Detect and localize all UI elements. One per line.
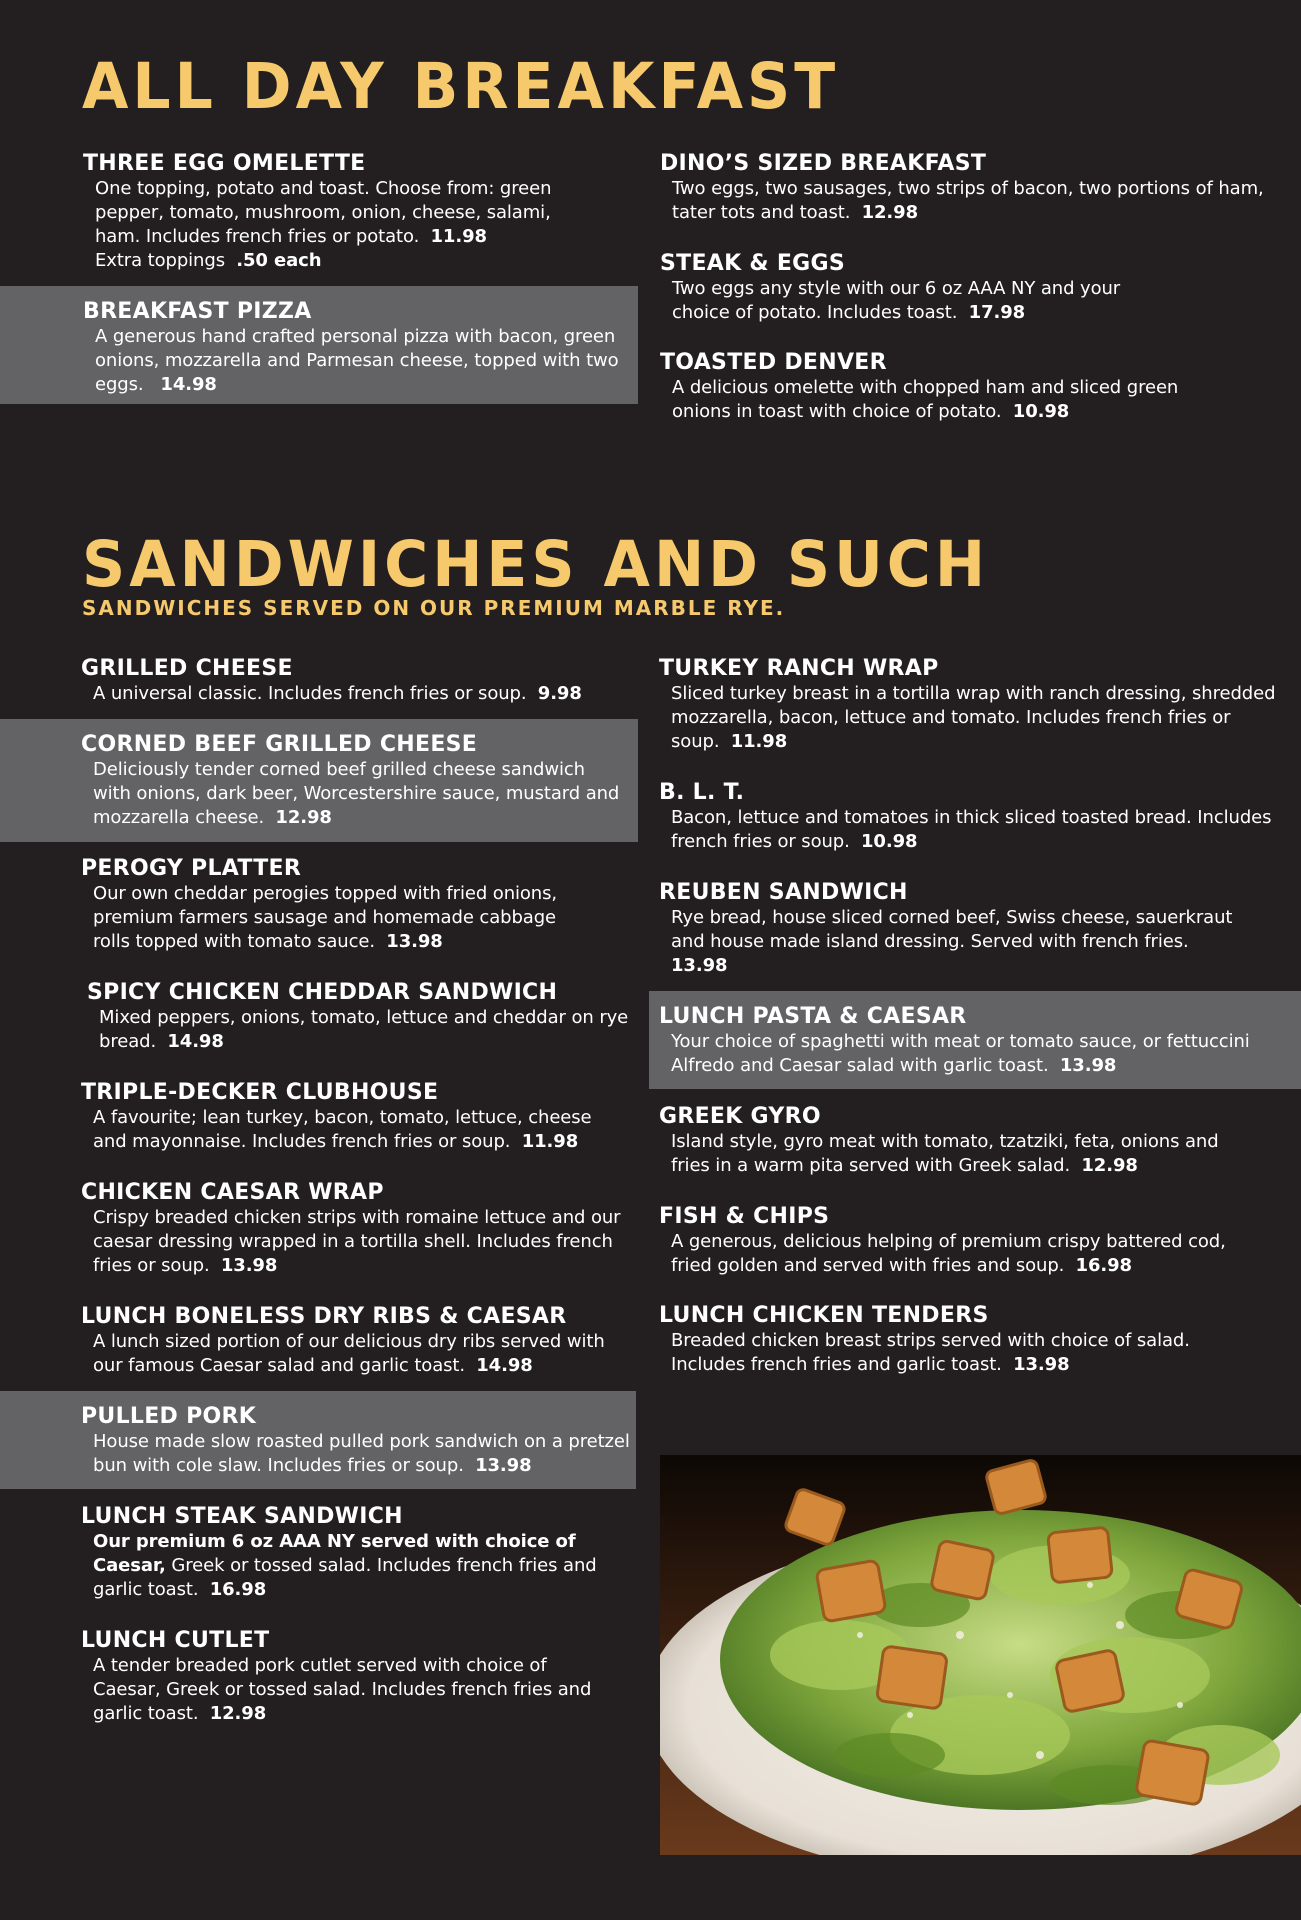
item-desc-text: House made slow roasted pulled pork sandwich on a pretzel bun with cole slaw. Includes fries or soup. xyxy=(93,1431,630,1476)
item-desc-text: A tender breaded pork cutlet served with choice of Caesar, Greek or tossed salad. Includes french fries and garlic toast. xyxy=(93,1655,592,1724)
item-description xyxy=(671,806,1276,854)
sandwiches-subtitle: SANDWICHES SERVED ON OUR PREMIUM MARBLE RYE. xyxy=(82,596,786,620)
item-description xyxy=(93,1106,623,1154)
item-name: GREEK GYRO xyxy=(659,1104,821,1129)
item-name: FISH & CHIPS xyxy=(659,1204,830,1229)
item-description xyxy=(93,1330,623,1378)
item-name: THREE EGG OMELETTE xyxy=(83,151,366,176)
item-desc-text: Bacon, lettuce and tomatoes in thick sliced toasted bread. Includes french fries or soup. xyxy=(671,807,1272,852)
menu-item xyxy=(83,150,633,273)
item-price: 13.98 xyxy=(1013,1354,1070,1375)
item-name: TRIPLE-DECKER CLUBHOUSE xyxy=(81,1080,439,1105)
item-desc-text: Sliced turkey breast in a tortilla wrap with ranch dressing, shredded mozzarella, bacon, lettuce and tomato. Includes french fries or soup. xyxy=(671,683,1276,752)
item-description xyxy=(93,758,623,830)
menu-item xyxy=(659,655,1289,754)
item-desc-text: Two eggs any style with our 6 oz AAA NY and your choice of potato. Includes toast. xyxy=(672,278,1121,323)
item-description xyxy=(671,682,1276,754)
item-price: 9.98 xyxy=(537,683,582,704)
menu-item xyxy=(81,1403,641,1478)
menu-item xyxy=(659,779,1289,854)
menu-item xyxy=(87,979,647,1054)
item-name: LUNCH CUTLET xyxy=(81,1628,270,1653)
menu-item xyxy=(660,349,1290,424)
item-price: 16.98 xyxy=(209,1579,267,1600)
item-price: 13.98 xyxy=(1059,1055,1117,1076)
item-price: 11.98 xyxy=(430,226,487,247)
item-description xyxy=(671,1130,1251,1178)
item-price: 12.98 xyxy=(861,202,919,223)
item-name: BREAKFAST PIZZA xyxy=(83,299,312,324)
item-description xyxy=(93,682,641,706)
item-price: 13.98 xyxy=(220,1255,278,1276)
menu-item xyxy=(81,1627,641,1726)
item-description xyxy=(671,906,1251,978)
menu-item xyxy=(83,298,633,397)
menu-item xyxy=(81,1303,641,1378)
menu-item xyxy=(81,855,641,954)
menu-item xyxy=(660,150,1290,225)
item-description xyxy=(93,882,593,954)
item-description xyxy=(672,277,1182,325)
item-desc-text: A universal classic. Includes french fries or soup. xyxy=(93,683,527,704)
item-name: STEAK & EGGS xyxy=(660,251,846,276)
item-name: DINO’S SIZED BREAKFAST xyxy=(660,151,987,176)
item-name: LUNCH STEAK SANDWICH xyxy=(81,1504,403,1529)
menu-item xyxy=(659,1203,1289,1278)
item-desc-text: Greek or tossed salad. Includes french fries and garlic toast. xyxy=(93,1555,597,1600)
item-price: 17.98 xyxy=(968,302,1026,323)
menu-item xyxy=(81,1179,641,1278)
item-desc-text: Island style, gyro meat with tomato, tzatziki, feta, onions and fries in a warm pita served with Greek salad. xyxy=(671,1131,1219,1176)
item-desc-text: Two eggs, two sausages, two strips of bacon, two portions of ham, tater tots and toast. xyxy=(672,178,1264,223)
item-name: LUNCH CHICKEN TENDERS xyxy=(659,1303,989,1328)
sandwiches-title: SANDWICHES AND SUCH xyxy=(82,528,990,602)
item-desc-text: A generous, delicious helping of premium crispy battered cod, fried golden and served with fries and soup. xyxy=(671,1231,1226,1276)
item-price: 14.98 xyxy=(160,374,217,395)
item-price: 10.98 xyxy=(1012,401,1070,422)
item-name: LUNCH PASTA & CAESAR xyxy=(659,1004,967,1029)
menu-item xyxy=(659,1003,1289,1078)
item-price: 16.98 xyxy=(1075,1255,1132,1276)
salad-illustration xyxy=(660,1455,1301,1855)
menu-item xyxy=(659,1302,1289,1377)
item-name: PULLED PORK xyxy=(81,1404,257,1429)
menu-item xyxy=(81,731,641,830)
item-description xyxy=(93,1654,593,1726)
item-description xyxy=(93,1530,638,1602)
extra-price: .50 each xyxy=(236,250,322,271)
item-name: GRILLED CHEESE xyxy=(81,656,293,681)
item-price: 12.98 xyxy=(1081,1155,1138,1176)
item-name: TOASTED DENVER xyxy=(660,350,887,375)
item-name: REUBEN SANDWICH xyxy=(659,880,908,905)
item-price: 13.98 xyxy=(671,955,728,976)
item-desc-text: Crispy breaded chicken strips with romaine lettuce and our caesar dressing wrapped in a tortilla shell. Includes french fries or soup. xyxy=(93,1207,621,1276)
item-desc-bold: Our premium 6 oz AAA NY served with choice of Caesar, xyxy=(93,1531,576,1576)
menu-item xyxy=(81,655,641,706)
item-desc-text: A generous hand crafted personal pizza with bacon, green onions, mozzarella and Parmesan cheese, topped with two eggs. xyxy=(95,326,619,395)
item-description xyxy=(95,325,635,397)
item-name: CHICKEN CAESAR WRAP xyxy=(81,1180,384,1205)
item-desc-text: A favourite; lean turkey, bacon, tomato, lettuce, cheese and mayonnaise. Includes french fries or soup. xyxy=(93,1107,592,1152)
menu-item xyxy=(81,1079,641,1154)
item-name: PEROGY PLATTER xyxy=(81,856,302,881)
breakfast-title: ALL DAY BREAKFAST xyxy=(82,50,840,124)
item-price: 10.98 xyxy=(861,831,918,852)
menu-item xyxy=(659,879,1289,978)
item-price: 13.98 xyxy=(386,931,443,952)
item-desc-text: Mixed peppers, onions, tomato, lettuce and cheddar on rye bread. xyxy=(99,1007,629,1052)
item-desc-text: One topping, potato and toast. Choose from: green pepper, tomato, mushroom, onion, cheese, salami, ham. Includes french fries or potato. xyxy=(95,178,552,247)
caesar-salad-photo xyxy=(660,1455,1301,1855)
menu-item xyxy=(659,1103,1289,1178)
item-price: 14.98 xyxy=(167,1031,224,1052)
item-price: 14.98 xyxy=(476,1355,533,1376)
item-price: 12.98 xyxy=(209,1703,267,1724)
item-price: 12.98 xyxy=(275,807,332,828)
item-desc-text: Our own cheddar perogies topped with fried onions, premium farmers sausage and homemade cabbage rolls topped with tomato sauce. xyxy=(93,883,558,952)
extra-label: Extra toppings xyxy=(95,250,225,271)
item-desc-text: A lunch sized portion of our delicious dry ribs served with our famous Caesar salad and garlic toast. xyxy=(93,1331,605,1376)
item-price: 11.98 xyxy=(730,731,788,752)
item-name: LUNCH BONELESS DRY RIBS & CAESAR xyxy=(81,1304,567,1329)
item-desc-text: Breaded chicken breast strips served with choice of salad. Includes french fries and garlic toast. xyxy=(671,1330,1190,1375)
item-name: B. L. T. xyxy=(659,780,745,805)
item-description xyxy=(671,1030,1276,1078)
item-description xyxy=(671,1230,1251,1278)
item-description xyxy=(93,1430,638,1478)
menu-item xyxy=(660,250,1290,325)
item-description xyxy=(95,177,565,273)
item-desc-text: Rye bread, house sliced corned beef, Swiss cheese, sauerkraut and house made island dressing. Served with french fries. xyxy=(671,907,1233,952)
item-name: CORNED BEEF GRILLED CHEESE xyxy=(81,732,478,757)
item-desc-text: Deliciously tender corned beef grilled cheese sandwich with onions, dark beer, Worcestershire sauce, mustard and mozzarella cheese. xyxy=(93,759,620,828)
item-price: 13.98 xyxy=(475,1455,532,1476)
item-name: TURKEY RANCH WRAP xyxy=(659,656,939,681)
item-description xyxy=(672,177,1272,225)
item-name: SPICY CHICKEN CHEDDAR SANDWICH xyxy=(87,980,558,1005)
item-description xyxy=(671,1329,1251,1377)
item-description xyxy=(672,376,1232,424)
item-price: 11.98 xyxy=(521,1131,579,1152)
item-description xyxy=(99,1006,629,1054)
item-desc-text: A delicious omelette with chopped ham and sliced green onions in toast with choice of potato. xyxy=(672,377,1179,422)
item-description xyxy=(93,1206,623,1278)
item-desc-text: Your choice of spaghetti with meat or tomato sauce, or fettuccini Alfredo and Caesar salad with garlic toast. xyxy=(671,1031,1250,1076)
menu-item xyxy=(81,1503,641,1602)
